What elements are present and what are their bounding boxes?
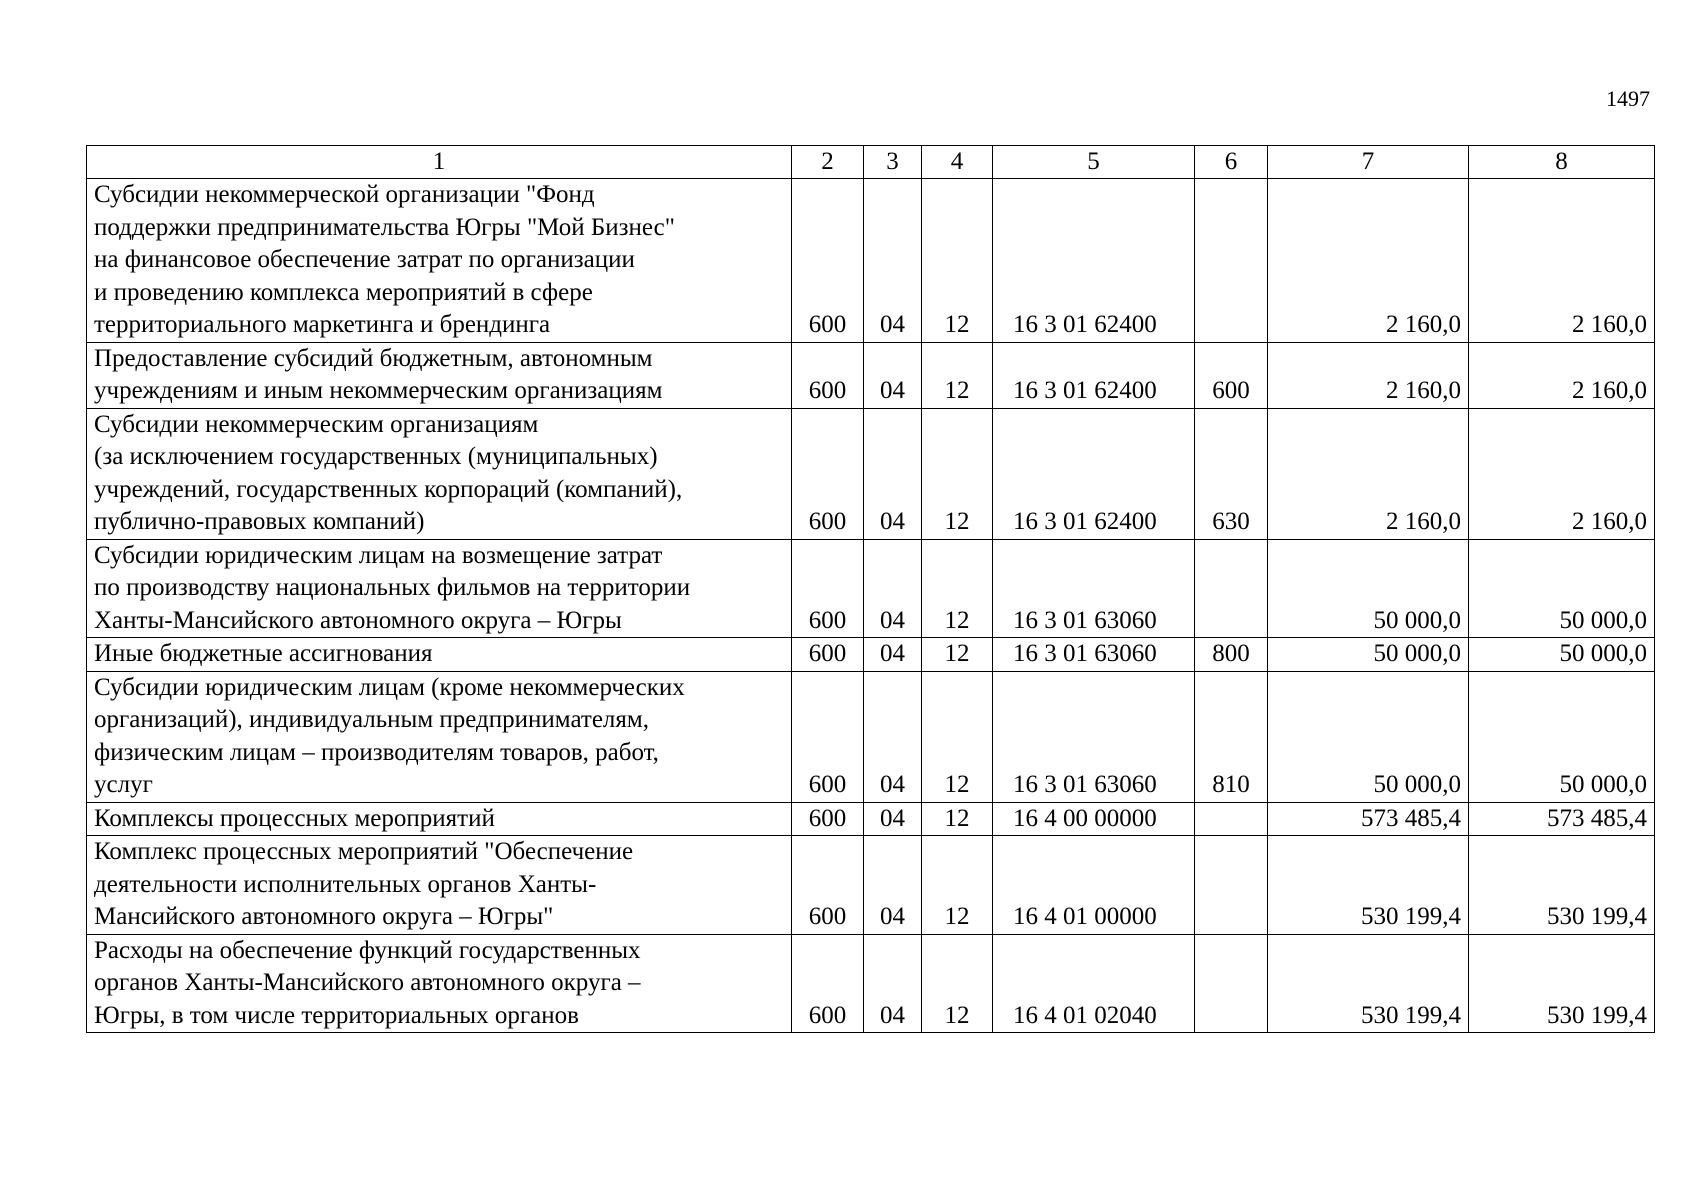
expense-name-cell: Расходы на обеспечение функций государственных органов Ханты-Мансийского автономного округа – Югры, в том числе территориальных органов [87, 934, 792, 1033]
table-row [87, 836, 1655, 935]
amount-cell-8: 530 199,4 [1469, 934, 1655, 1033]
amount-cell-8: 50 000,0 [1469, 671, 1655, 802]
table-header-row [87, 146, 1655, 179]
target-article-cell: 16 4 01 02040 [993, 934, 1195, 1033]
amount-cell-7: 2 160,0 [1268, 179, 1469, 343]
subsection-code-cell: 12 [922, 408, 993, 539]
subsection-code-cell: 12 [922, 934, 993, 1033]
header-cell: 5 [993, 146, 1195, 179]
expense-type-cell: 600 [1195, 342, 1268, 408]
amount-cell-7: 530 199,4 [1268, 836, 1469, 935]
ministry-code-cell: 600 [792, 638, 864, 672]
budget-table [86, 145, 1655, 1033]
header-cell: 4 [922, 146, 993, 179]
subsection-code-cell: 12 [922, 671, 993, 802]
section-code-cell: 04 [864, 638, 922, 672]
target-article-cell: 16 4 01 00000 [993, 836, 1195, 935]
expense-name-cell: Субсидии некоммерческой организации "Фонд поддержки предпринимательства Югры "Мой Бизнес" на финансовое обеспечение затрат по организации и проведению комплекса мероприятий в сфере территориального маркетинга и брендинга [87, 179, 792, 343]
target-article-cell: 16 3 01 62400 [993, 408, 1195, 539]
section-code-cell: 04 [864, 342, 922, 408]
ministry-code-cell: 600 [792, 342, 864, 408]
expense-type-cell: 800 [1195, 638, 1268, 672]
target-article-cell: 16 3 01 63060 [993, 539, 1195, 638]
ministry-code-cell: 600 [792, 408, 864, 539]
header-cell: 7 [1268, 146, 1469, 179]
target-article-cell: 16 3 01 62400 [993, 342, 1195, 408]
header-cell: 2 [792, 146, 864, 179]
subsection-code-cell: 12 [922, 539, 993, 638]
expense-name-cell: Комплекс процессных мероприятий "Обеспечение деятельности исполнительных органов Ханты- Мансийского автономного округа – Югры" [87, 836, 792, 935]
table-row [87, 539, 1655, 638]
header-cell: 8 [1469, 146, 1655, 179]
amount-cell-7: 2 160,0 [1268, 342, 1469, 408]
subsection-code-cell: 12 [922, 638, 993, 672]
ministry-code-cell: 600 [792, 671, 864, 802]
amount-cell-7: 50 000,0 [1268, 539, 1469, 638]
ministry-code-cell: 600 [792, 836, 864, 935]
expense-name-cell: Субсидии юридическим лицам на возмещение затрат по производству национальных фильмов на территории Ханты-Мансийского автономного округа – Югры [87, 539, 792, 638]
subsection-code-cell: 12 [922, 836, 993, 935]
amount-cell-8: 573 485,4 [1469, 802, 1655, 836]
amount-cell-7: 2 160,0 [1268, 408, 1469, 539]
target-article-cell: 16 3 01 62400 [993, 179, 1195, 343]
expense-name-cell: Комплексы процессных мероприятий [87, 802, 792, 836]
expense-type-cell [1195, 802, 1268, 836]
amount-cell-8: 2 160,0 [1469, 408, 1655, 539]
target-article-cell: 16 3 01 63060 [993, 638, 1195, 672]
expense-name-cell: Субсидии юридическим лицам (кроме некоммерческих организаций), индивидуальным предпринимателям, физическим лицам – производителям товаров, работ, услуг [87, 671, 792, 802]
header-cell: 6 [1195, 146, 1268, 179]
expense-type-cell: 630 [1195, 408, 1268, 539]
amount-cell-8: 2 160,0 [1469, 179, 1655, 343]
section-code-cell: 04 [864, 539, 922, 638]
section-code-cell: 04 [864, 934, 922, 1033]
amount-cell-8: 50 000,0 [1469, 638, 1655, 672]
table-row [87, 671, 1655, 802]
amount-cell-7: 573 485,4 [1268, 802, 1469, 836]
section-code-cell: 04 [864, 671, 922, 802]
target-article-cell: 16 3 01 63060 [993, 671, 1195, 802]
header-cell: 3 [864, 146, 922, 179]
expense-type-cell: 810 [1195, 671, 1268, 802]
expense-type-cell [1195, 836, 1268, 935]
expense-type-cell [1195, 179, 1268, 343]
expense-name-cell: Субсидии некоммерческим организациям (за исключением государственных (муниципальных) учреждений, государственных корпораций (компаний), публично-правовых компаний) [87, 408, 792, 539]
header-cell: 1 [87, 146, 792, 179]
table-row [87, 342, 1655, 408]
ministry-code-cell: 600 [792, 179, 864, 343]
subsection-code-cell: 12 [922, 179, 993, 343]
amount-cell-7: 50 000,0 [1268, 671, 1469, 802]
target-article-cell: 16 4 00 00000 [993, 802, 1195, 836]
page-number: 1497 [1606, 86, 1650, 111]
ministry-code-cell: 600 [792, 802, 864, 836]
ministry-code-cell: 600 [792, 539, 864, 638]
table-row [87, 934, 1655, 1033]
table-row [87, 408, 1655, 539]
section-code-cell: 04 [864, 408, 922, 539]
section-code-cell: 04 [864, 179, 922, 343]
subsection-code-cell: 12 [922, 802, 993, 836]
expense-name-cell: Иные бюджетные ассигнования [87, 638, 792, 672]
table-row [87, 179, 1655, 343]
section-code-cell: 04 [864, 802, 922, 836]
expense-name-cell: Предоставление субсидий бюджетным, автономным учреждениям и иным некоммерческим организациям [87, 342, 792, 408]
ministry-code-cell: 600 [792, 934, 864, 1033]
expense-type-cell [1195, 539, 1268, 638]
amount-cell-7: 530 199,4 [1268, 934, 1469, 1033]
section-code-cell: 04 [864, 836, 922, 935]
subsection-code-cell: 12 [922, 342, 993, 408]
amount-cell-8: 2 160,0 [1469, 342, 1655, 408]
amount-cell-8: 530 199,4 [1469, 836, 1655, 935]
table-row [87, 802, 1655, 836]
expense-type-cell [1195, 934, 1268, 1033]
amount-cell-7: 50 000,0 [1268, 638, 1469, 672]
amount-cell-8: 50 000,0 [1469, 539, 1655, 638]
table-row [87, 638, 1655, 672]
